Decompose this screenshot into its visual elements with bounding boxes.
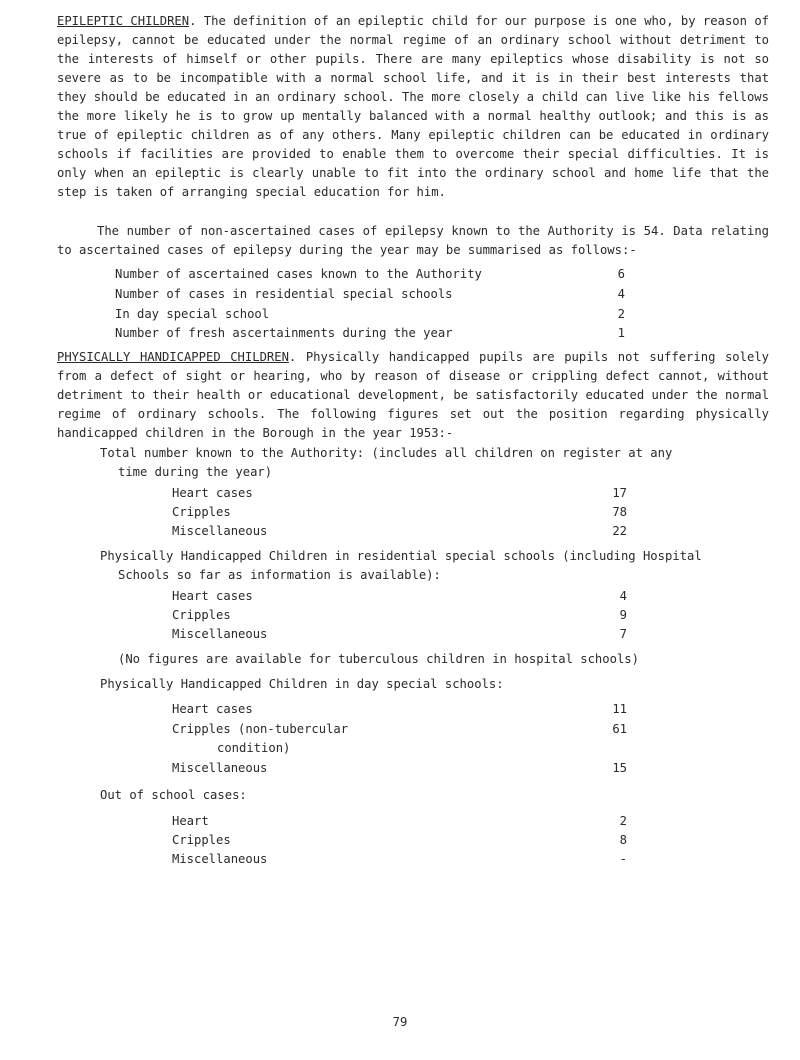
epileptic-heading: EPILEPTIC CHILDREN bbox=[57, 14, 190, 28]
row-value: 11 bbox=[612, 702, 627, 716]
table-row bbox=[172, 739, 627, 758]
row-value: 2 bbox=[619, 814, 627, 828]
table-row bbox=[172, 850, 627, 869]
table-row bbox=[172, 700, 627, 719]
row-value: 15 bbox=[612, 761, 627, 775]
table-row bbox=[172, 625, 627, 644]
total-intro: Total number known to the Authority: (includes all children on register at any time during the year) bbox=[100, 446, 673, 479]
handicapped-heading: PHYSICALLY HANDICAPPED CHILDREN bbox=[57, 350, 289, 364]
table-row bbox=[172, 831, 627, 850]
row-value: 6 bbox=[617, 267, 625, 281]
table-row bbox=[172, 720, 627, 739]
handicapped-section-paragraph bbox=[57, 348, 769, 443]
table-row bbox=[115, 305, 625, 324]
table-row bbox=[172, 812, 627, 831]
epileptic-section-paragraph bbox=[57, 12, 769, 202]
row-value: 78 bbox=[612, 505, 627, 519]
row-label: Number of cases in residential special schools bbox=[115, 287, 453, 301]
row-value: 7 bbox=[619, 627, 627, 641]
table-row bbox=[172, 759, 627, 778]
table-row bbox=[172, 484, 627, 503]
row-label: Heart cases bbox=[172, 486, 253, 500]
row-label: Cripples bbox=[172, 833, 231, 847]
row-label: In day special school bbox=[115, 307, 270, 321]
row-value: - bbox=[619, 852, 627, 866]
page-number: 79 bbox=[392, 1015, 408, 1029]
epileptic-definition-text: . The definition of an epileptic child for our purpose is one who, by reason of epilepsy, cannot be educated under the normal regime of an ordinary school without detriment to the interests of himself or other pupils. There are many epileptics whose disability is not so severe as to be incompatible with a normal school life, and it is in their best interests that they should be educated in an ordinary school. The more closely a child can live like his fellows the more likely he is to grow up mentally balanced with a normal healthy outlook; and this is as true of epileptic children as of any others. Many epileptic children can be educated in ordinary schools if facilities are provided to enable them to overcome their special difficulties. It is only when an epileptic is clearly unable to fit into the ordinary school and home life that the step is taken of arranging special education for him. bbox=[57, 14, 769, 199]
table-row bbox=[115, 324, 625, 343]
residential-intro: Physically Handicapped Children in residential special schools (including Hospital Schools so far as information is available): bbox=[100, 549, 702, 582]
row-label: Number of fresh ascertainments during the year bbox=[115, 326, 453, 340]
row-label: Miscellaneous bbox=[172, 761, 268, 775]
row-label: Number of ascertained cases known to the Authority bbox=[115, 267, 482, 281]
row-label: Cripples bbox=[172, 608, 231, 622]
table-row bbox=[172, 503, 627, 522]
row-label: Miscellaneous bbox=[172, 852, 268, 866]
row-value: 9 bbox=[619, 608, 627, 622]
row-label: Miscellaneous bbox=[172, 524, 268, 538]
table-row bbox=[172, 522, 627, 541]
table-row bbox=[172, 587, 627, 606]
row-label: Heart cases bbox=[172, 589, 253, 603]
out-of-school-intro: Out of school cases: bbox=[100, 788, 247, 802]
row-value: 4 bbox=[619, 589, 627, 603]
table-row bbox=[115, 285, 625, 304]
day-intro: Physically Handicapped Children in day special schools: bbox=[100, 677, 504, 691]
row-value: 4 bbox=[617, 287, 625, 301]
row-label: Heart bbox=[172, 814, 209, 828]
row-value: 17 bbox=[612, 486, 627, 500]
row-value: 8 bbox=[619, 833, 627, 847]
handicapped-definition-text: . Physically handicapped pupils are pupils not suffering solely from a defect of sight or hearing, who by reason of disease or crippling defect cannot, without detriment to their health or educational development, be satisfactorily educated under the normal regime of ordinary schools. The following figures set out the position regarding physically handicapped children in the Borough in the year 1953:- bbox=[57, 350, 769, 440]
table-row bbox=[115, 265, 625, 284]
row-label: Cripples bbox=[172, 505, 231, 519]
row-label: Cripples (non-tubercular bbox=[172, 722, 349, 736]
row-value: 1 bbox=[617, 326, 625, 340]
row-label: condition) bbox=[217, 741, 291, 755]
row-label: Heart cases bbox=[172, 702, 253, 716]
row-value: 61 bbox=[612, 722, 627, 736]
epileptic-summary-paragraph: The number of non-ascertained cases of epilepsy known to the Authority is 54. Data relating to ascertained cases of epilepsy during the year may be summarised as follows:- bbox=[57, 224, 769, 257]
tuberculous-note: (No figures are available for tuberculous children in hospital schools) bbox=[118, 652, 639, 666]
row-value: 22 bbox=[612, 524, 627, 538]
table-row bbox=[172, 606, 627, 625]
row-label: Miscellaneous bbox=[172, 627, 268, 641]
row-value: 2 bbox=[617, 307, 625, 321]
